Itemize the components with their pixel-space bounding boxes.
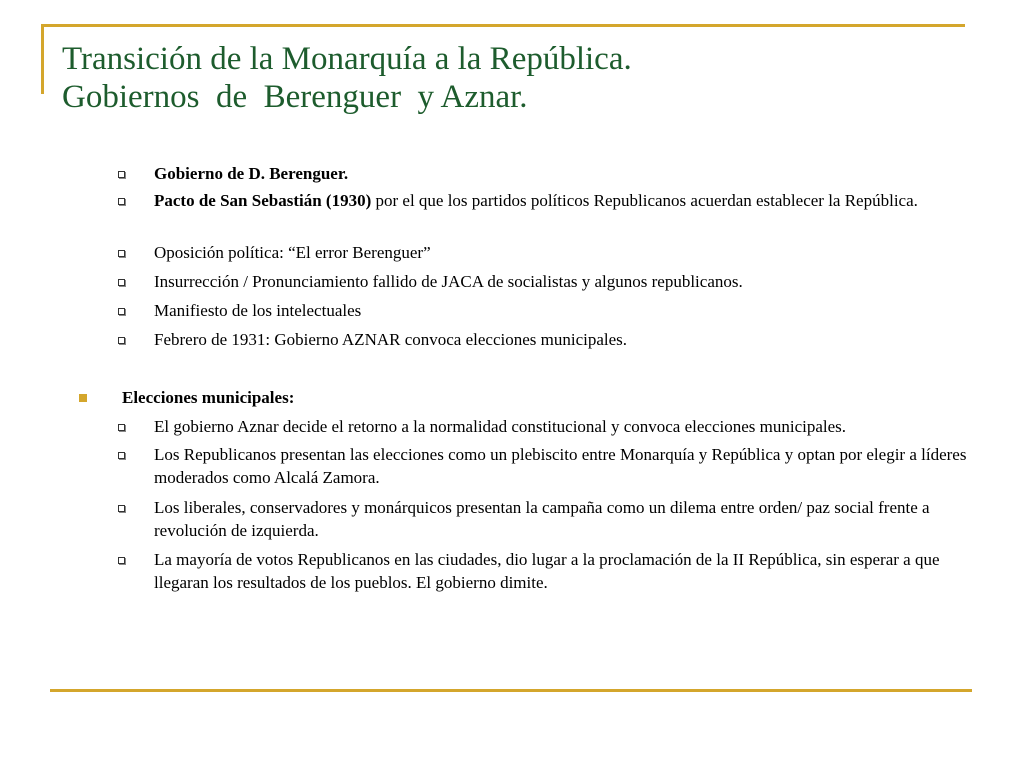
list-item xyxy=(154,299,994,322)
list-item xyxy=(154,162,994,185)
list-item xyxy=(154,496,994,542)
list-item-text: Los Republicanos presentan las elecciones como un plebiscito entre Monarquía y República y optan por elegir a líderes moderados como Alcalá Zamora. xyxy=(154,445,967,487)
frame-top-line xyxy=(41,24,965,27)
list-item xyxy=(154,415,994,438)
list-item xyxy=(154,189,994,212)
main-bullet-icon xyxy=(79,394,87,402)
list-item-bold: Pacto de San Sebastián (1930) xyxy=(154,191,372,210)
slide-title-line-2: Gobiernos de Berenguer y Aznar. xyxy=(62,79,528,115)
list-item-text: La mayoría de votos Republicanos en las ciudades, dio lugar a la proclamación de la II República, sin esperar a que llegaran los resultados de los pueblos. El gobierno dimite. xyxy=(154,550,940,592)
sub-bullet-icon xyxy=(118,557,125,564)
sub-bullet-icon xyxy=(118,424,125,431)
list-item-text: Los liberales, conservadores y monárquicos presentan la campaña como un dilema entre orden/ paz social frente a revolución de izquierda. xyxy=(154,498,930,540)
sub-bullet-icon xyxy=(118,198,125,205)
frame-left-line xyxy=(41,24,44,94)
sub-bullet-icon xyxy=(118,308,125,315)
section-heading xyxy=(122,386,982,409)
section-heading-text: Elecciones municipales: xyxy=(122,388,295,407)
list-item xyxy=(154,270,994,293)
list-item-text: Insurrección / Pronunciamiento fallido de JACA de socialistas y algunos republicanos. xyxy=(154,272,743,291)
list-item xyxy=(154,548,994,594)
sub-bullet-icon xyxy=(118,505,125,512)
sub-bullet-icon xyxy=(118,452,125,459)
sub-bullet-icon xyxy=(118,279,125,286)
list-item-text: Oposición política: “El error Berenguer” xyxy=(154,243,431,262)
list-item-text: El gobierno Aznar decide el retorno a la normalidad constitucional y convoca elecciones municipales. xyxy=(154,417,847,436)
list-item-text: Febrero de 1931: Gobierno AZNAR convoca elecciones municipales. xyxy=(154,330,628,349)
frame-bottom-line xyxy=(50,689,972,692)
list-item-bold: Gobierno de D. Berenguer. xyxy=(154,164,349,183)
list-item-text: por el que los partidos políticos Republicanos acuerdan establecer la República. xyxy=(371,191,918,210)
list-item-text: Manifiesto de los intelectuales xyxy=(154,301,362,320)
sub-bullet-icon xyxy=(118,250,125,257)
sub-bullet-icon xyxy=(118,171,125,178)
slide-title xyxy=(62,40,632,116)
list-item xyxy=(154,443,994,489)
list-item xyxy=(154,328,994,351)
list-item xyxy=(154,241,994,264)
sub-bullet-icon xyxy=(118,337,125,344)
slide-title-line-1: Transición de la Monarquía a la República. xyxy=(62,41,632,77)
